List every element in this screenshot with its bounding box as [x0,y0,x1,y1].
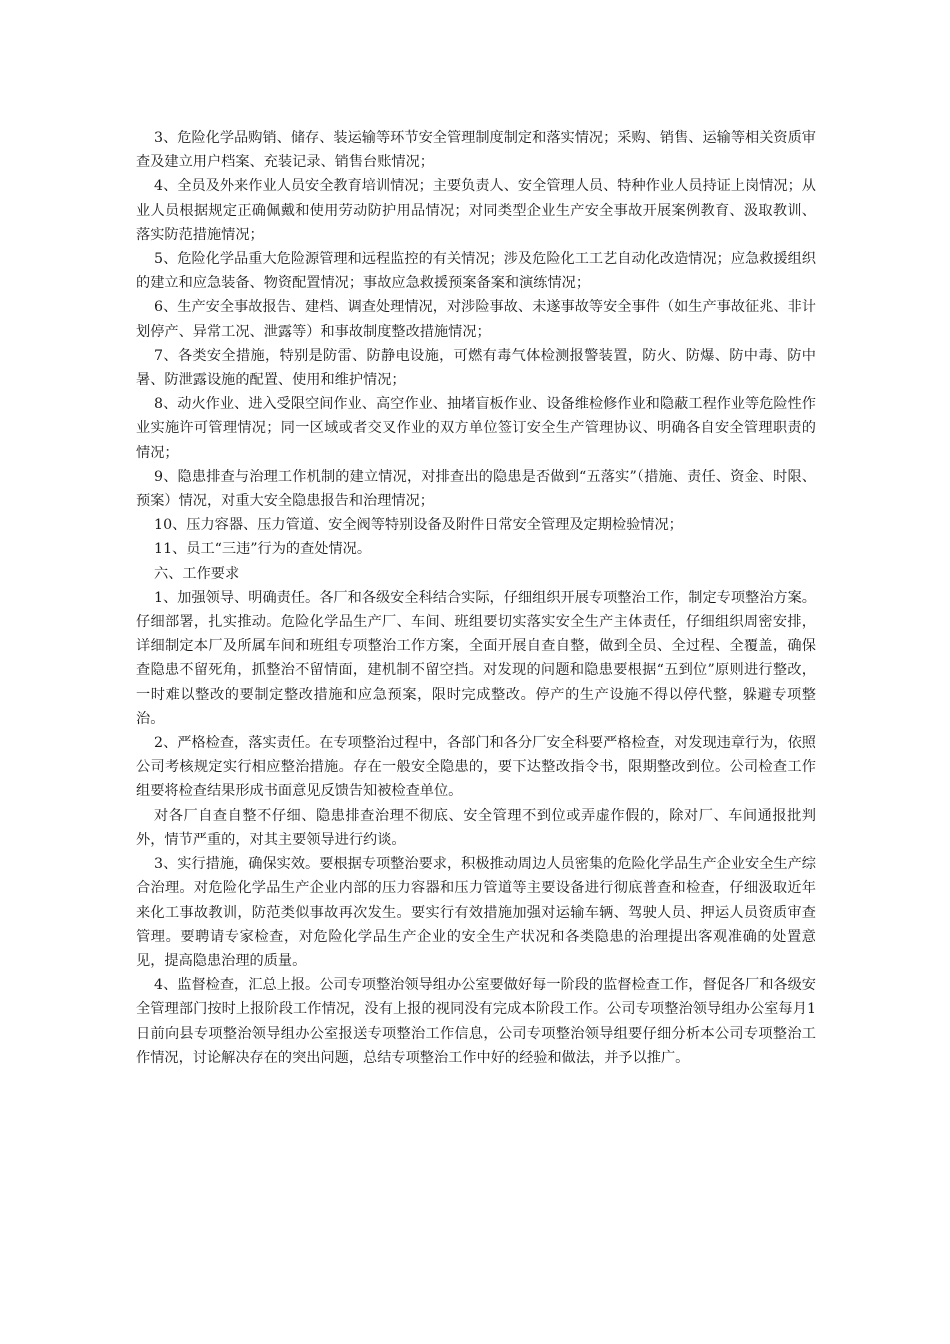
requirement-1: 1、加强领导、明确责任。各厂和各级安全科结合实际，仔细组织开展专项整治工作，制定专项整治方案。仔细部署，扎实推动。危险化学品生产厂、车间、班组要切实落实安全生产主体责任，仔细组织周密安排，详细制定本厂及所属车间和班组专项整治工作方案，全面开展自查自整，做到全员、全过程、全覆盖，确保查隐患不留死角，抓整治不留情面，建机制不留空挡。对发现的问题和隐患要根据“五到位”原则进行整改，一时难以整改的要制定整改措施和应急预案，限时完成整改。停产的生产设施不得以停代整，躲避专项整治。 [136,589,816,727]
requirement-2-note: 对各厂自查自整不仔细、隐患排查治理不彻底、安全管理不到位或弄虚作假的，除对厂、车间通报批判外，情节严重的，对其主要领导进行约谈。 [136,807,816,848]
paragraph-item-6: 6、生产安全事故报告、建档、调查处理情况，对涉险事故、未遂事故等安全事件（如生产事故征兆、非计划停产、异常工况、泄露等）和事故制度整改措施情况； [136,299,816,340]
paragraph-item-9: 9、隐患排查与治理工作机制的建立情况，对排查出的隐患是否做到“五落实”（措施、责任、资金、时限、预案）情况，对重大安全隐患报告和治理情况； [136,468,816,510]
document-body [136,126,816,1070]
paragraph-item-4: 4、全员及外来作业人员安全教育培训情况；主要负责人、安全管理人员、特种作业人员持证上岗情况；从业人员根据规定正确佩戴和使用劳动防护用品情况；对同类型企业生产安全事故开展案例教育、汲取教训、落实防范措施情况； [136,178,816,243]
requirement-3: 3、实行措施，确保实效。要根据专项整治要求，积极推动周边人员密集的危险化学品生产企业安全生产综合治理。对危险化学品生产企业内部的压力容器和压力管道等主要设备进行彻底普查和检查，仔细汲取近年来化工事故教训，防范类似事故再次发生。要实行有效措施加强对运输车辆、驾驶人员、押运人员资质审查管理。要聘请专家检查，对危险化学品生产企业的安全生产状况和各类隐患的治理提出客观准确的处置意见，提高隐患治理的质量。 [136,856,816,969]
requirement-2: 2、严格检查，落实责任。在专项整治过程中，各部门和各分厂安全科要严格检查，对发现违章行为，依照公司考核规定实行相应整治措施。存在一般安全隐患的，要下达整改指令书，限期整改到位。公司检查工作组要将检查结果形成书面意见反馈告知被检查单位。 [136,735,816,800]
requirement-4: 4、监督检查，汇总上报。公司专项整治领导组办公室要做好每一阶段的监督检查工作，督促各厂和各级安全管理部门按时上报阶段工作情况，没有上报的视同没有完成本阶段工作。公司专项整治领导组办公室每月1日前向县专项整治领导组办公室报送专项整治工作信息，公司专项整治领导组要仔细分析本公司专项整治工作情况，讨论解决存在的突出问题，总结专项整治工作中好的经验和做法，并予以推广。 [136,977,816,1066]
paragraph-item-5: 5、危险化学品重大危险源管理和远程监控的有关情况；涉及危险化工工艺自动化改造情况；应急救援组织的建立和应急装备、物资配置情况；事故应急救援预案备案和演练情况； [136,251,816,292]
paragraph-item-8: 8、动火作业、进入受限空间作业、高空作业、抽堵盲板作业、设备维检修作业和隐蔽工程作业等危险性作业实施许可管理情况；同一区域或者交叉作业的双方单位签订安全生产管理协议、明确各自安全管理职责的情况； [136,396,816,461]
paragraph-item-3: 3、危险化学品购销、储存、装运输等环节安全管理制度制定和落实情况；采购、销售、运输等相关资质审查及建立用户档案、充装记录、销售台账情况； [136,130,816,171]
paragraph-item-7: 7、各类安全措施，特别是防雷、防静电设施，可燃有毒气体检测报警装置，防火、防爆、防中毒、防中暑、防泄露设施的配置、使用和维护情况； [136,347,816,389]
paragraph-item-10: 10、压力容器、压力管道、安全阀等特别设备及附件日常安全管理及定期检验情况； [154,517,683,534]
section-heading: 六、工作要求 [154,565,240,582]
paragraph-item-11: 11、员工“三违”行为的查处情况。 [154,541,372,558]
